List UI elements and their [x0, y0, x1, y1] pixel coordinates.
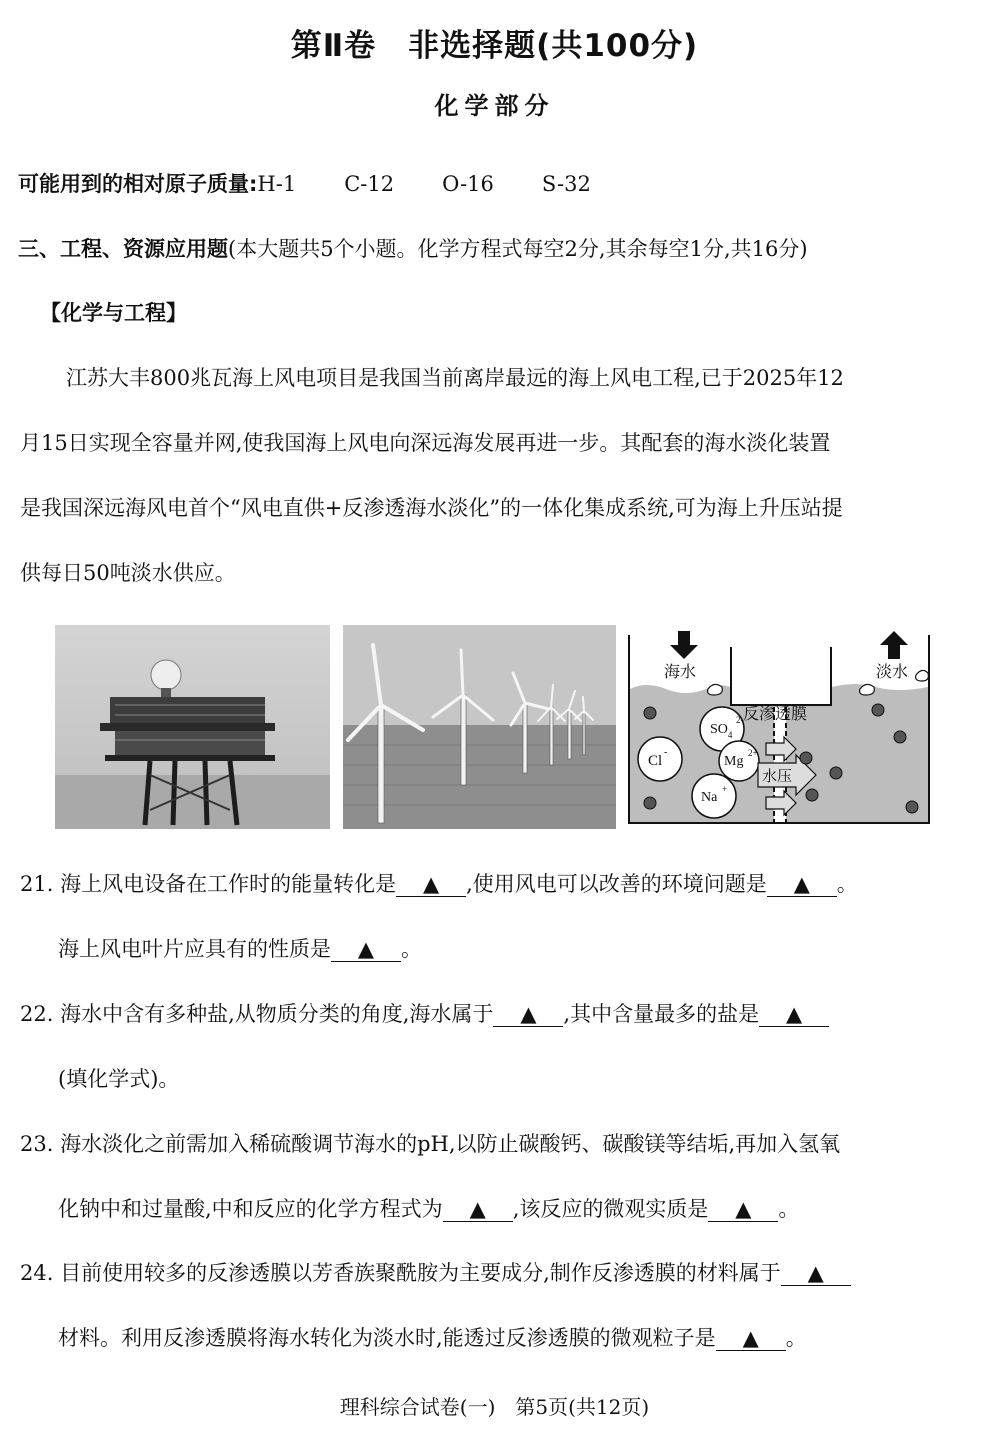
- svg-text:Mg: Mg: [724, 754, 744, 769]
- passage-line-1: 江苏大丰800兆瓦海上风电项目是我国当前离岸最远的海上风电工程,已于2025年12: [66, 366, 844, 390]
- offshore-platform-photo: [55, 625, 330, 829]
- atomic-masses: [18, 168, 591, 198]
- mass-c: C-12: [344, 172, 395, 196]
- question-23-line-2: 化钠中和过量酸,中和反应的化学方程式为 ▲ ,该反应的微观实质是 ▲ 。: [58, 1197, 800, 1221]
- wind-turbines-photo: [343, 625, 616, 829]
- freshwater-out-arrow: [880, 631, 908, 659]
- answer-blank[interactable]: ▲: [767, 872, 837, 897]
- passage-line-4: 供每日50吨淡水供应。: [20, 561, 236, 585]
- passage-line-2: 月15日实现全容量并网,使我国海上风电向深远海发展再进一步。其配套的海水淡化装置: [20, 431, 831, 455]
- question-23-line-1: 23. 海水淡化之前需加入稀硫酸调节海水的pH,以防止碳酸钙、碳酸镁等结垢,再加入氢氧: [20, 1132, 841, 1156]
- question-22-line-2: (填化学式)。: [58, 1067, 180, 1091]
- seawater-in-arrow: [670, 631, 698, 659]
- subsection-heading: 【化学与工程】: [40, 301, 187, 325]
- answer-blank[interactable]: ▲: [396, 872, 466, 897]
- section-note: (本大题共5个小题。化学方程式每空2分,其余每空1分,共16分): [228, 237, 808, 261]
- svg-text:Cl: Cl: [648, 753, 663, 769]
- svg-text:2-: 2-: [736, 715, 744, 725]
- svg-text:+: +: [722, 784, 728, 794]
- answer-blank[interactable]: ▲: [781, 1261, 851, 1286]
- question-24-line-2: 材料。利用反渗透膜将海水转化为淡水时,能透过反渗透膜的微观粒子是 ▲ 。: [58, 1326, 807, 1350]
- section-heading: [18, 233, 808, 263]
- svg-text:2+: 2+: [748, 748, 758, 758]
- question-22-line-1: 22. 海水中含有多种盐,从物质分类的角度,海水属于 ▲ ,其中含量最多的盐是 ▲: [20, 998, 829, 1028]
- answer-blank[interactable]: ▲: [443, 1197, 513, 1222]
- reverse-osmosis-diagram: [626, 625, 936, 830]
- question-24-line-1: 24. 目前使用较多的反渗透膜以芳香族聚酰胺为主要成分,制作反渗透膜的材料属于 ▲: [20, 1257, 851, 1287]
- answer-blank[interactable]: ▲: [708, 1197, 778, 1222]
- passage-line-3: 是我国深远海风电首个“风电直供+反渗透海水淡化”的一体化集成系统,可为海上升压站提: [20, 496, 843, 520]
- svg-text:-: -: [664, 747, 668, 758]
- answer-blank[interactable]: ▲: [331, 937, 401, 962]
- membrane-label: 反渗透膜: [743, 706, 808, 723]
- mass-h: H-1: [257, 172, 297, 196]
- svg-text:Na: Na: [701, 790, 718, 805]
- question-21-line-2: 海上风电叶片应具有的性质是 ▲ 。: [58, 937, 422, 961]
- mass-o: O-16: [442, 172, 494, 196]
- svg-text:SO4: $SO_4$: [710, 722, 733, 740]
- mass-s: S-32: [541, 172, 591, 196]
- pressure-label: 水压: [762, 769, 793, 785]
- answer-blank[interactable]: ▲: [759, 1002, 829, 1027]
- section-lead: 三、工程、资源应用题: [18, 237, 228, 261]
- page-footer: 理科综合试卷(一) 第5页(共12页): [339, 1395, 650, 1419]
- freshwater-label: 淡水: [876, 664, 909, 681]
- section-subtitle: 化学部分: [434, 92, 555, 120]
- question-21-line-1: 21. 海上风电设备在工作时的能量转化是 ▲ ,使用风电可以改善的环境问题是 ▲ 。: [20, 872, 858, 896]
- page-title: 第Ⅱ卷 非选择题(共100分): [290, 28, 699, 64]
- seawater-label: 海水: [664, 664, 697, 681]
- atomic-masses-label: 可能用到的相对原子质量:: [18, 172, 258, 196]
- answer-blank[interactable]: ▲: [716, 1326, 786, 1351]
- answer-blank[interactable]: ▲: [493, 1002, 563, 1027]
